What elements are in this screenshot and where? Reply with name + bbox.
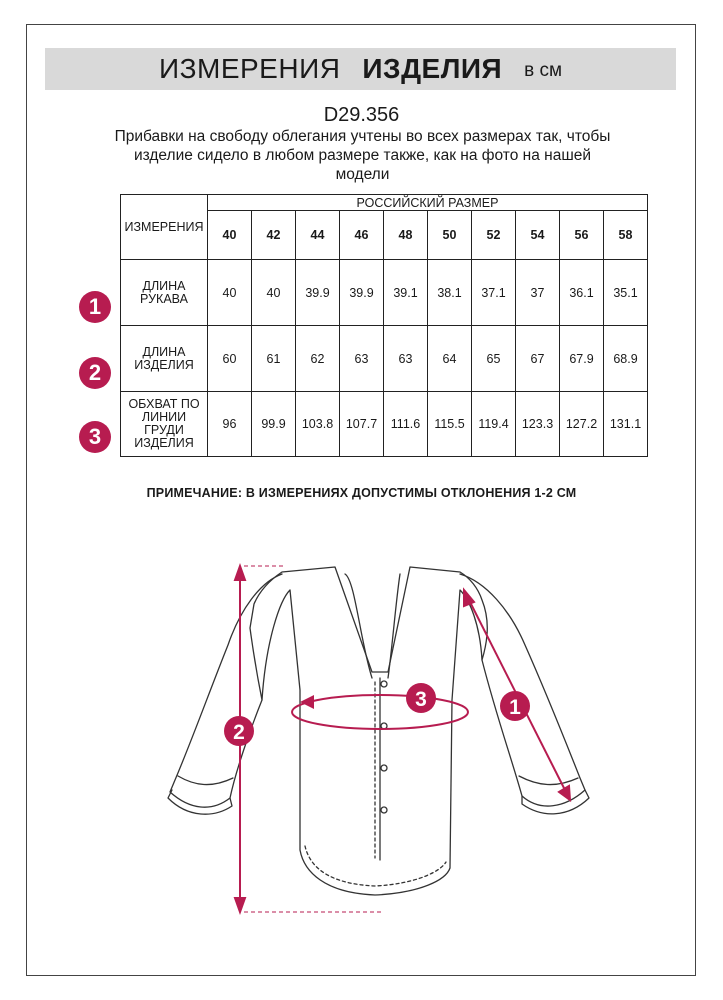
table-cell: 119.4 bbox=[472, 392, 516, 457]
svg-text:3: 3 bbox=[415, 688, 427, 711]
table-cell: 36.1 bbox=[560, 260, 604, 326]
table-cell: 107.7 bbox=[340, 392, 384, 457]
table-cell: 111.6 bbox=[384, 392, 428, 457]
blouse-outline bbox=[250, 567, 487, 895]
title-bold: ИЗДЕЛИЯ bbox=[362, 53, 503, 84]
svg-text:2: 2 bbox=[233, 721, 245, 744]
size-header: 52 bbox=[472, 211, 516, 260]
row-badge-3: 3 bbox=[79, 421, 111, 453]
tolerance-note: ПРИМЕЧАНИЕ: В ИЗМЕРЕНИЯХ ДОПУСТИМЫ ОТКЛОНЕНИЯ 1-2 СМ bbox=[146, 486, 577, 500]
size-header: 50 bbox=[428, 211, 472, 260]
size-header: 40 bbox=[208, 211, 252, 260]
row-badge-2: 2 bbox=[79, 357, 111, 389]
table-cell: 67.9 bbox=[560, 326, 604, 392]
button-icon bbox=[381, 681, 387, 687]
left-sleeve bbox=[170, 574, 282, 807]
table-cell: 63 bbox=[384, 326, 428, 392]
fit-allowance-note: Прибавки на свободу облегания учтены во всех размерах так, чтобы изделие сидело в любом размере также, как на фото на нашей модели bbox=[114, 128, 611, 183]
row-badge-1: 1 bbox=[79, 291, 111, 323]
table-cell: 123.3 bbox=[516, 392, 560, 457]
table-cell: 39.9 bbox=[340, 260, 384, 326]
table-cell: 37 bbox=[516, 260, 560, 326]
row-label: ДЛИНА ИЗДЕЛИЯ bbox=[121, 326, 208, 392]
table-cell: 64 bbox=[428, 326, 472, 392]
diagram-marker-2 bbox=[224, 716, 254, 746]
table-cell: 62 bbox=[296, 326, 340, 392]
table-cell: 63 bbox=[340, 326, 384, 392]
size-header: 46 bbox=[340, 211, 384, 260]
collar-line bbox=[345, 574, 400, 678]
title-unit: в см bbox=[524, 60, 563, 81]
size-header: 56 bbox=[560, 211, 604, 260]
table-cell: 40 bbox=[252, 260, 296, 326]
button-icon bbox=[381, 765, 387, 771]
table-cell: 61 bbox=[252, 326, 296, 392]
size-header: 44 bbox=[296, 211, 340, 260]
table-cell: 99.9 bbox=[252, 392, 296, 457]
table-cell: 40 bbox=[208, 260, 252, 326]
table-cell: 68.9 bbox=[604, 326, 648, 392]
button-icon bbox=[381, 807, 387, 813]
measure-header: ИЗМЕРЕНИЯ bbox=[121, 195, 208, 260]
table-cell: 127.2 bbox=[560, 392, 604, 457]
row-label: ОБХВАТ ПО ЛИНИИ ГРУДИ ИЗДЕЛИЯ bbox=[121, 392, 208, 457]
size-header: 48 bbox=[384, 211, 428, 260]
table-cell: 35.1 bbox=[604, 260, 648, 326]
table-cell: 37.1 bbox=[472, 260, 516, 326]
table-cell: 38.1 bbox=[428, 260, 472, 326]
table-cell: 39.1 bbox=[384, 260, 428, 326]
size-header: 58 bbox=[604, 211, 648, 260]
table-cell: 65 bbox=[472, 326, 516, 392]
size-header: 54 bbox=[516, 211, 560, 260]
row-label: ДЛИНА РУКАВА bbox=[121, 260, 208, 326]
table-cell: 115.5 bbox=[428, 392, 472, 457]
table-cell: 60 bbox=[208, 326, 252, 392]
article-number: D29.356 bbox=[323, 104, 400, 126]
table-cell: 103.8 bbox=[296, 392, 340, 457]
diagram-marker-1 bbox=[500, 691, 530, 721]
right-sleeve bbox=[460, 574, 585, 806]
table-cell: 67 bbox=[516, 326, 560, 392]
title-regular: ИЗМЕРЕНИЯ bbox=[158, 53, 341, 84]
size-group-header: РОССИЙСКИЙ РАЗМЕР bbox=[208, 195, 648, 211]
diagram-marker-3 bbox=[406, 683, 436, 713]
table-cell: 96 bbox=[208, 392, 252, 457]
size-header: 42 bbox=[252, 211, 296, 260]
svg-text:1: 1 bbox=[509, 696, 521, 719]
table-cell: 131.1 bbox=[604, 392, 648, 457]
table-cell: 39.9 bbox=[296, 260, 340, 326]
